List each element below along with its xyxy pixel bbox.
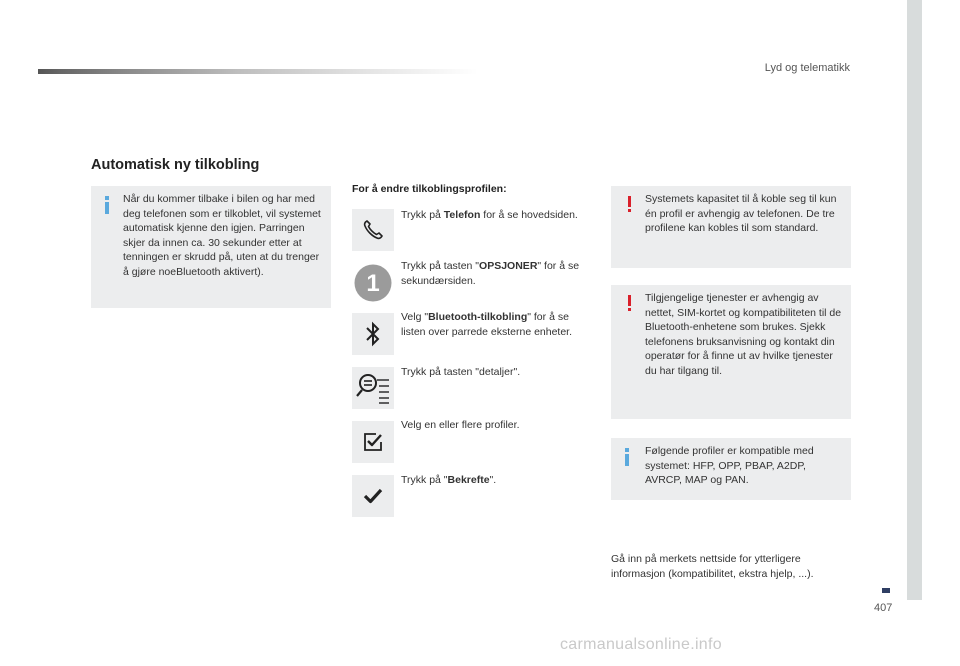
warning-icon [628, 295, 631, 306]
warning-note-2-text: Tilgjengelige tjenester er avhengig av nettet, SIM-kortet og kompatibiliteten til de Bluetooth-enhetene som brukes. Sjekk telefonens bruksanvisning og kontakt din operatør for å finne ut av hvilke tjenester du har tilgang til. [645, 292, 842, 377]
step-3-text: Velg "Bluetooth-tilkobling" for å se listen over parrede eksterne enheter. [401, 311, 573, 338]
bluetooth-icon [352, 313, 394, 355]
procedure-heading: For å endre tilkoblingsprofilen: [352, 183, 507, 195]
phone-icon [352, 209, 394, 251]
info-icon [105, 202, 109, 214]
step-1-text: Trykk på Telefon for å se hovedsiden. [401, 209, 578, 221]
warning-icon [628, 196, 631, 207]
footer-text: Gå inn på merkets nettside for ytterligere informasjon (kompatibilitet, ekstra hjelp, ...). [611, 553, 814, 580]
checkmark-icon [352, 475, 394, 517]
page-edge-strip [907, 0, 922, 600]
info-note-profiles [611, 438, 851, 500]
page-title: Automatisk ny tilkobling [91, 157, 260, 173]
checkbox-icon [352, 421, 394, 463]
section-label: Lyd og telematikk [764, 62, 850, 74]
number-1-icon [352, 262, 394, 304]
left-info-text: Når du kommer tilbake i bilen og har med deg telefonen som er tilkoblet, vil systemet automatisk kjenne den igjen. Parringen skjer da innen ca. 30 sekunder etter at tenningen er skrudd på, uten at du trenger å gjøre noeBluetooth aktivert). [123, 193, 321, 278]
page-number: 407 [874, 602, 893, 614]
header-gradient-bar [38, 69, 478, 74]
svg-text:1: 1 [366, 270, 380, 297]
page-marker [882, 588, 890, 593]
watermark: carmanualsonline.info [560, 636, 722, 653]
info-note-text: Følgende profiler er kompatible med systemet: HFP, OPP, PBAP, A2DP, AVRCP, MAP og PAN. [645, 445, 814, 486]
warning-note-1 [611, 186, 851, 268]
step-2-text: Trykk på tasten "OPSJONER" for å se sekundærsiden. [401, 260, 580, 287]
step-4-text: Trykk på tasten "detaljer". [401, 366, 521, 378]
left-info-box [91, 186, 331, 308]
step-6-text: Trykk på "Bekrefte". [401, 474, 497, 486]
warning-note-1-text: Systemets kapasitet til å koble seg til kun én profil er avhengig av telefonen. De tre profilene kan kobles til som standard. [645, 193, 837, 234]
step-5-text: Velg en eller flere profiler. [401, 419, 520, 431]
details-icon [352, 367, 394, 409]
info-icon [625, 454, 629, 466]
warning-note-2 [611, 285, 851, 419]
